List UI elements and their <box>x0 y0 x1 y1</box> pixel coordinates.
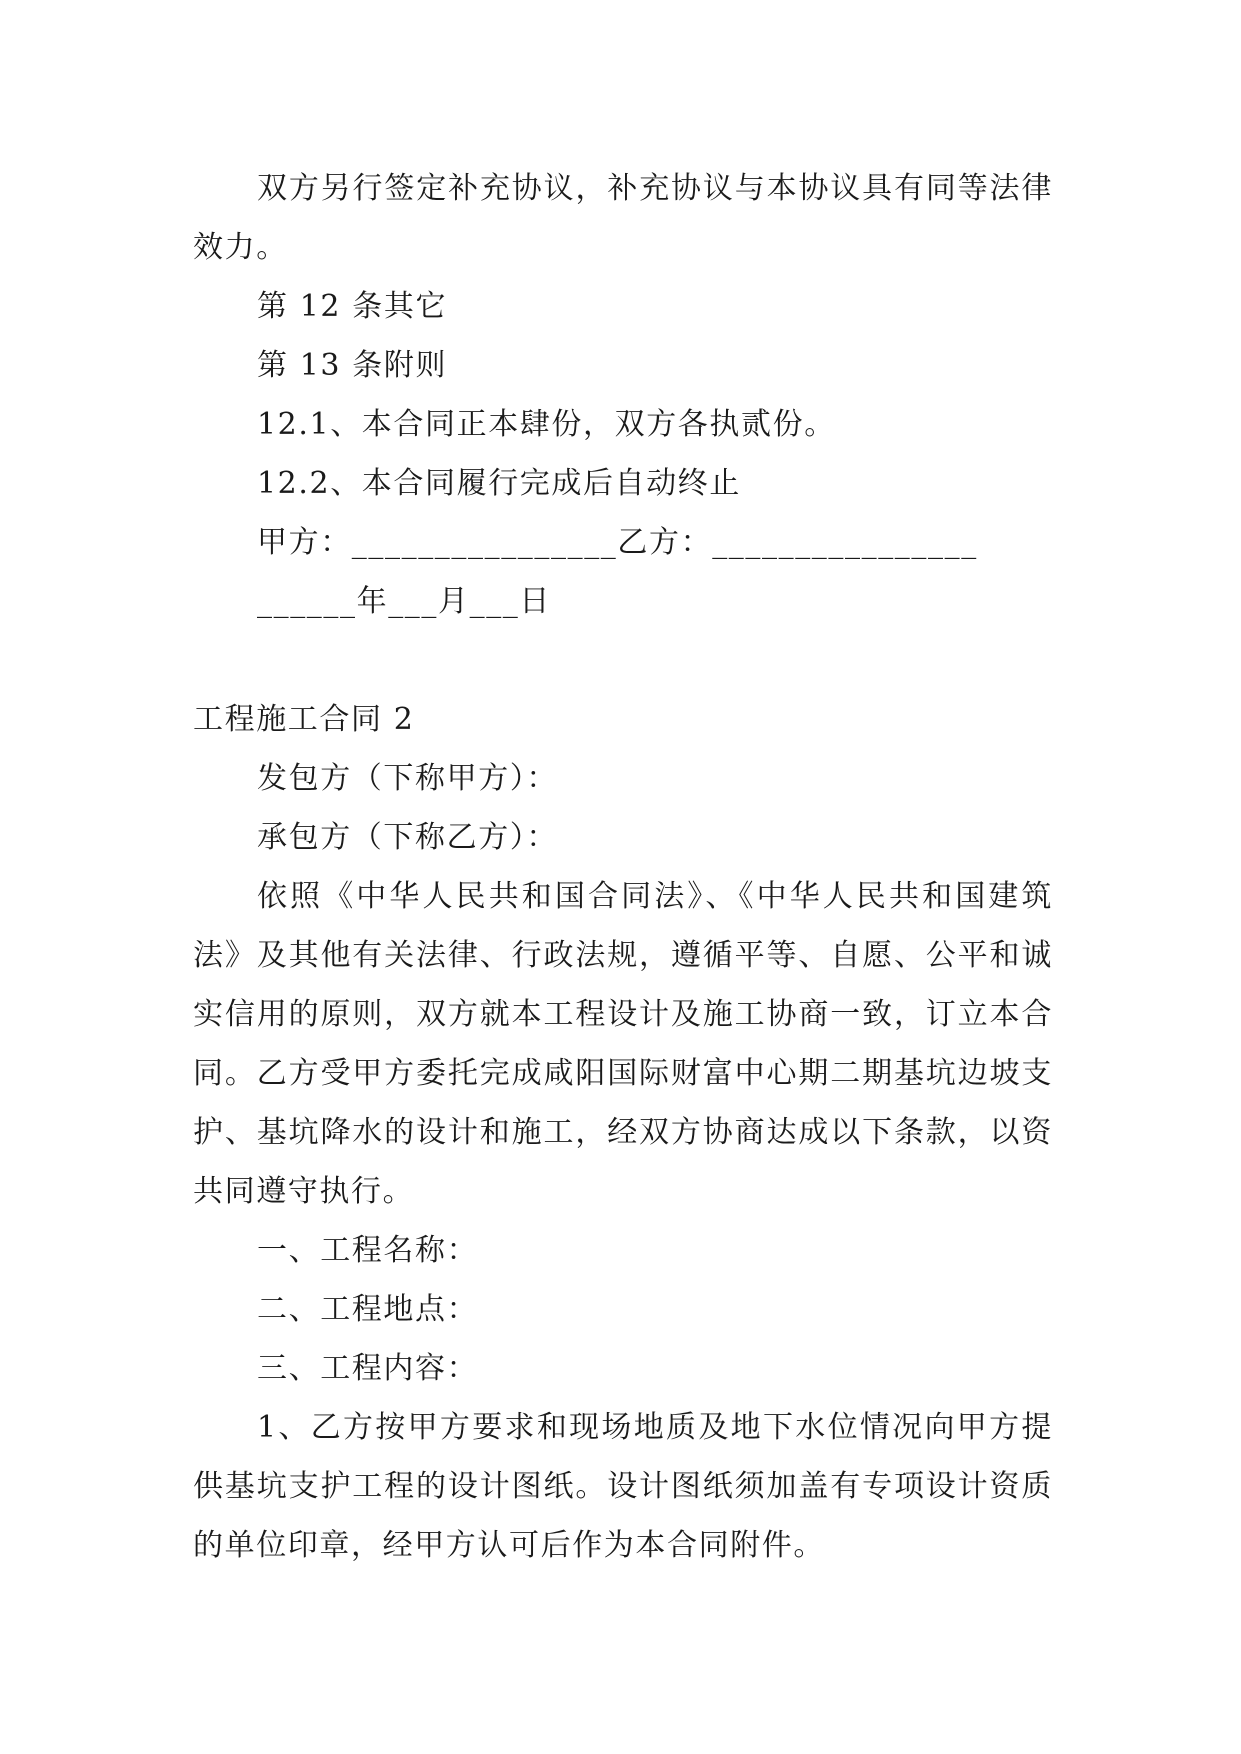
paragraph-supplementary-agreement: 双方另行签定补充协议，补充协议与本协议具有同等法律效力。 <box>193 171 1053 265</box>
section-project-location: 二、工程地点： <box>257 1292 479 1327</box>
clause-12-2: 12.2、本合同履行完成后自动终止 <box>257 466 741 501</box>
content-item-1: 1、乙方按甲方要求和现场地质及地下水位情况向甲方提供基坑支护工程的设计图纸。设计图纸须加盖有专项设计资质的单位印章，经甲方认可后作为本合同附件。 <box>193 1410 1053 1563</box>
document-body <box>193 159 1053 1575</box>
section-project-name: 一、工程名称： <box>257 1233 479 1268</box>
contract-2-title: 工程施工合同 2 <box>193 702 415 737</box>
clause-12-1: 12.1、本合同正本肆份，双方各执贰份。 <box>257 407 836 442</box>
party-b-line: 承包方（下称乙方）： <box>257 820 558 855</box>
article-13-heading: 第 13 条附则 <box>257 348 448 383</box>
date-line: ______年___月___日 <box>257 584 551 619</box>
party-a-line: 发包方（下称甲方）： <box>257 761 558 796</box>
article-12-heading: 第 12 条其它 <box>257 289 448 324</box>
signature-line: 甲方：________________乙方：________________ <box>257 525 978 560</box>
preamble-paragraph: 依照《中华人民共和国合同法》、《中华人民共和国建筑法》及其他有关法律、行政法规，遵循平等、自愿、公平和诚实信用的原则，双方就本工程设计及施工协商一致，订立本合同。乙方受甲方委托完成咸阳国际财富中心期二期基坑边坡支护、基坑降水的设计和施工，经双方协商达成以下条款，以资共同遵守执行。 <box>193 879 1053 1209</box>
section-project-content: 三、工程内容： <box>257 1351 479 1386</box>
